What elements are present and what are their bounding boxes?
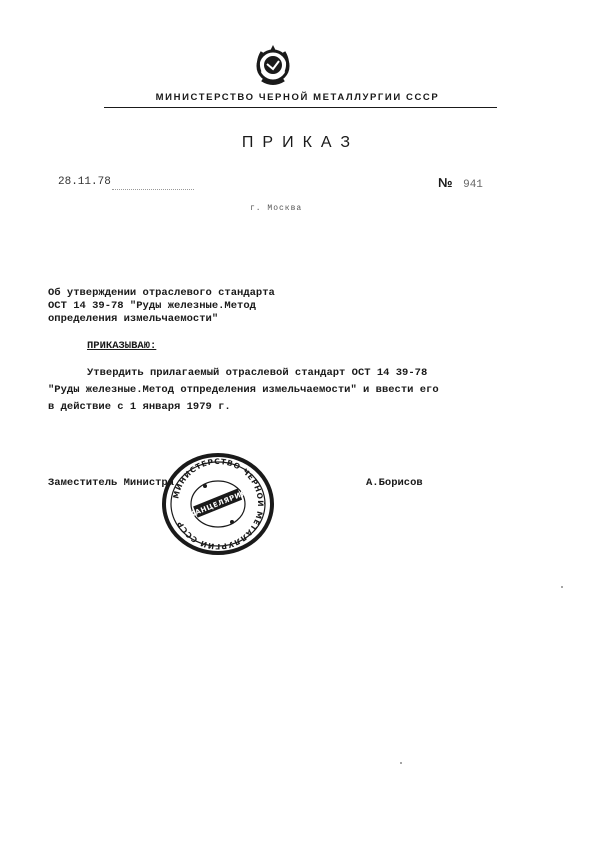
subject-line: Об утверждении отраслевого стандарта: [48, 287, 275, 299]
signer-title: Заместитель Министра: [48, 477, 175, 489]
scan-speck: [561, 586, 563, 588]
subject-line: определения измельчаемости": [48, 313, 219, 325]
city: г. Москва: [250, 204, 303, 213]
order-date: 28.11.78: [58, 176, 111, 188]
state-emblem-icon: [250, 42, 296, 88]
seal-center-text: КАНЦЕЛЯРИЯ: [188, 488, 248, 520]
subject-line: ОСТ 14 39-78 "Руды железные.Метод: [48, 300, 256, 312]
date-underline: [112, 189, 194, 190]
order-body: [48, 365, 439, 416]
signer-name: А.Борисов: [366, 477, 423, 489]
order-subject: [48, 287, 275, 326]
order-number: [438, 175, 483, 191]
header-divider: [104, 107, 497, 108]
order-keyword: ПРИКАЗЫВАЮ:: [87, 340, 157, 352]
body-line: в действие с 1 января 1979 г.: [48, 401, 231, 413]
seal-ring-text: МИНИСТЕРСТВО ЧЕРНОЙ МЕТАЛЛУРГИИ СССР: [171, 456, 266, 552]
number-sign: №: [438, 175, 453, 190]
ministry-name: МИНИСТЕРСТВО ЧЕРНОЙ МЕТАЛЛУРГИИ СССР: [155, 92, 440, 103]
document-title: ПРИКАЗ: [241, 134, 360, 151]
official-seal-icon: [160, 452, 276, 556]
number-value: 941: [463, 179, 483, 191]
body-line: "Руды железные.Метод отпределения измельчаемости" и ввести его: [48, 384, 439, 396]
body-line: Утвердить прилагаемый отраслевой стандарт ОСТ 14 39-78: [87, 367, 428, 379]
scan-speck: [400, 762, 402, 764]
